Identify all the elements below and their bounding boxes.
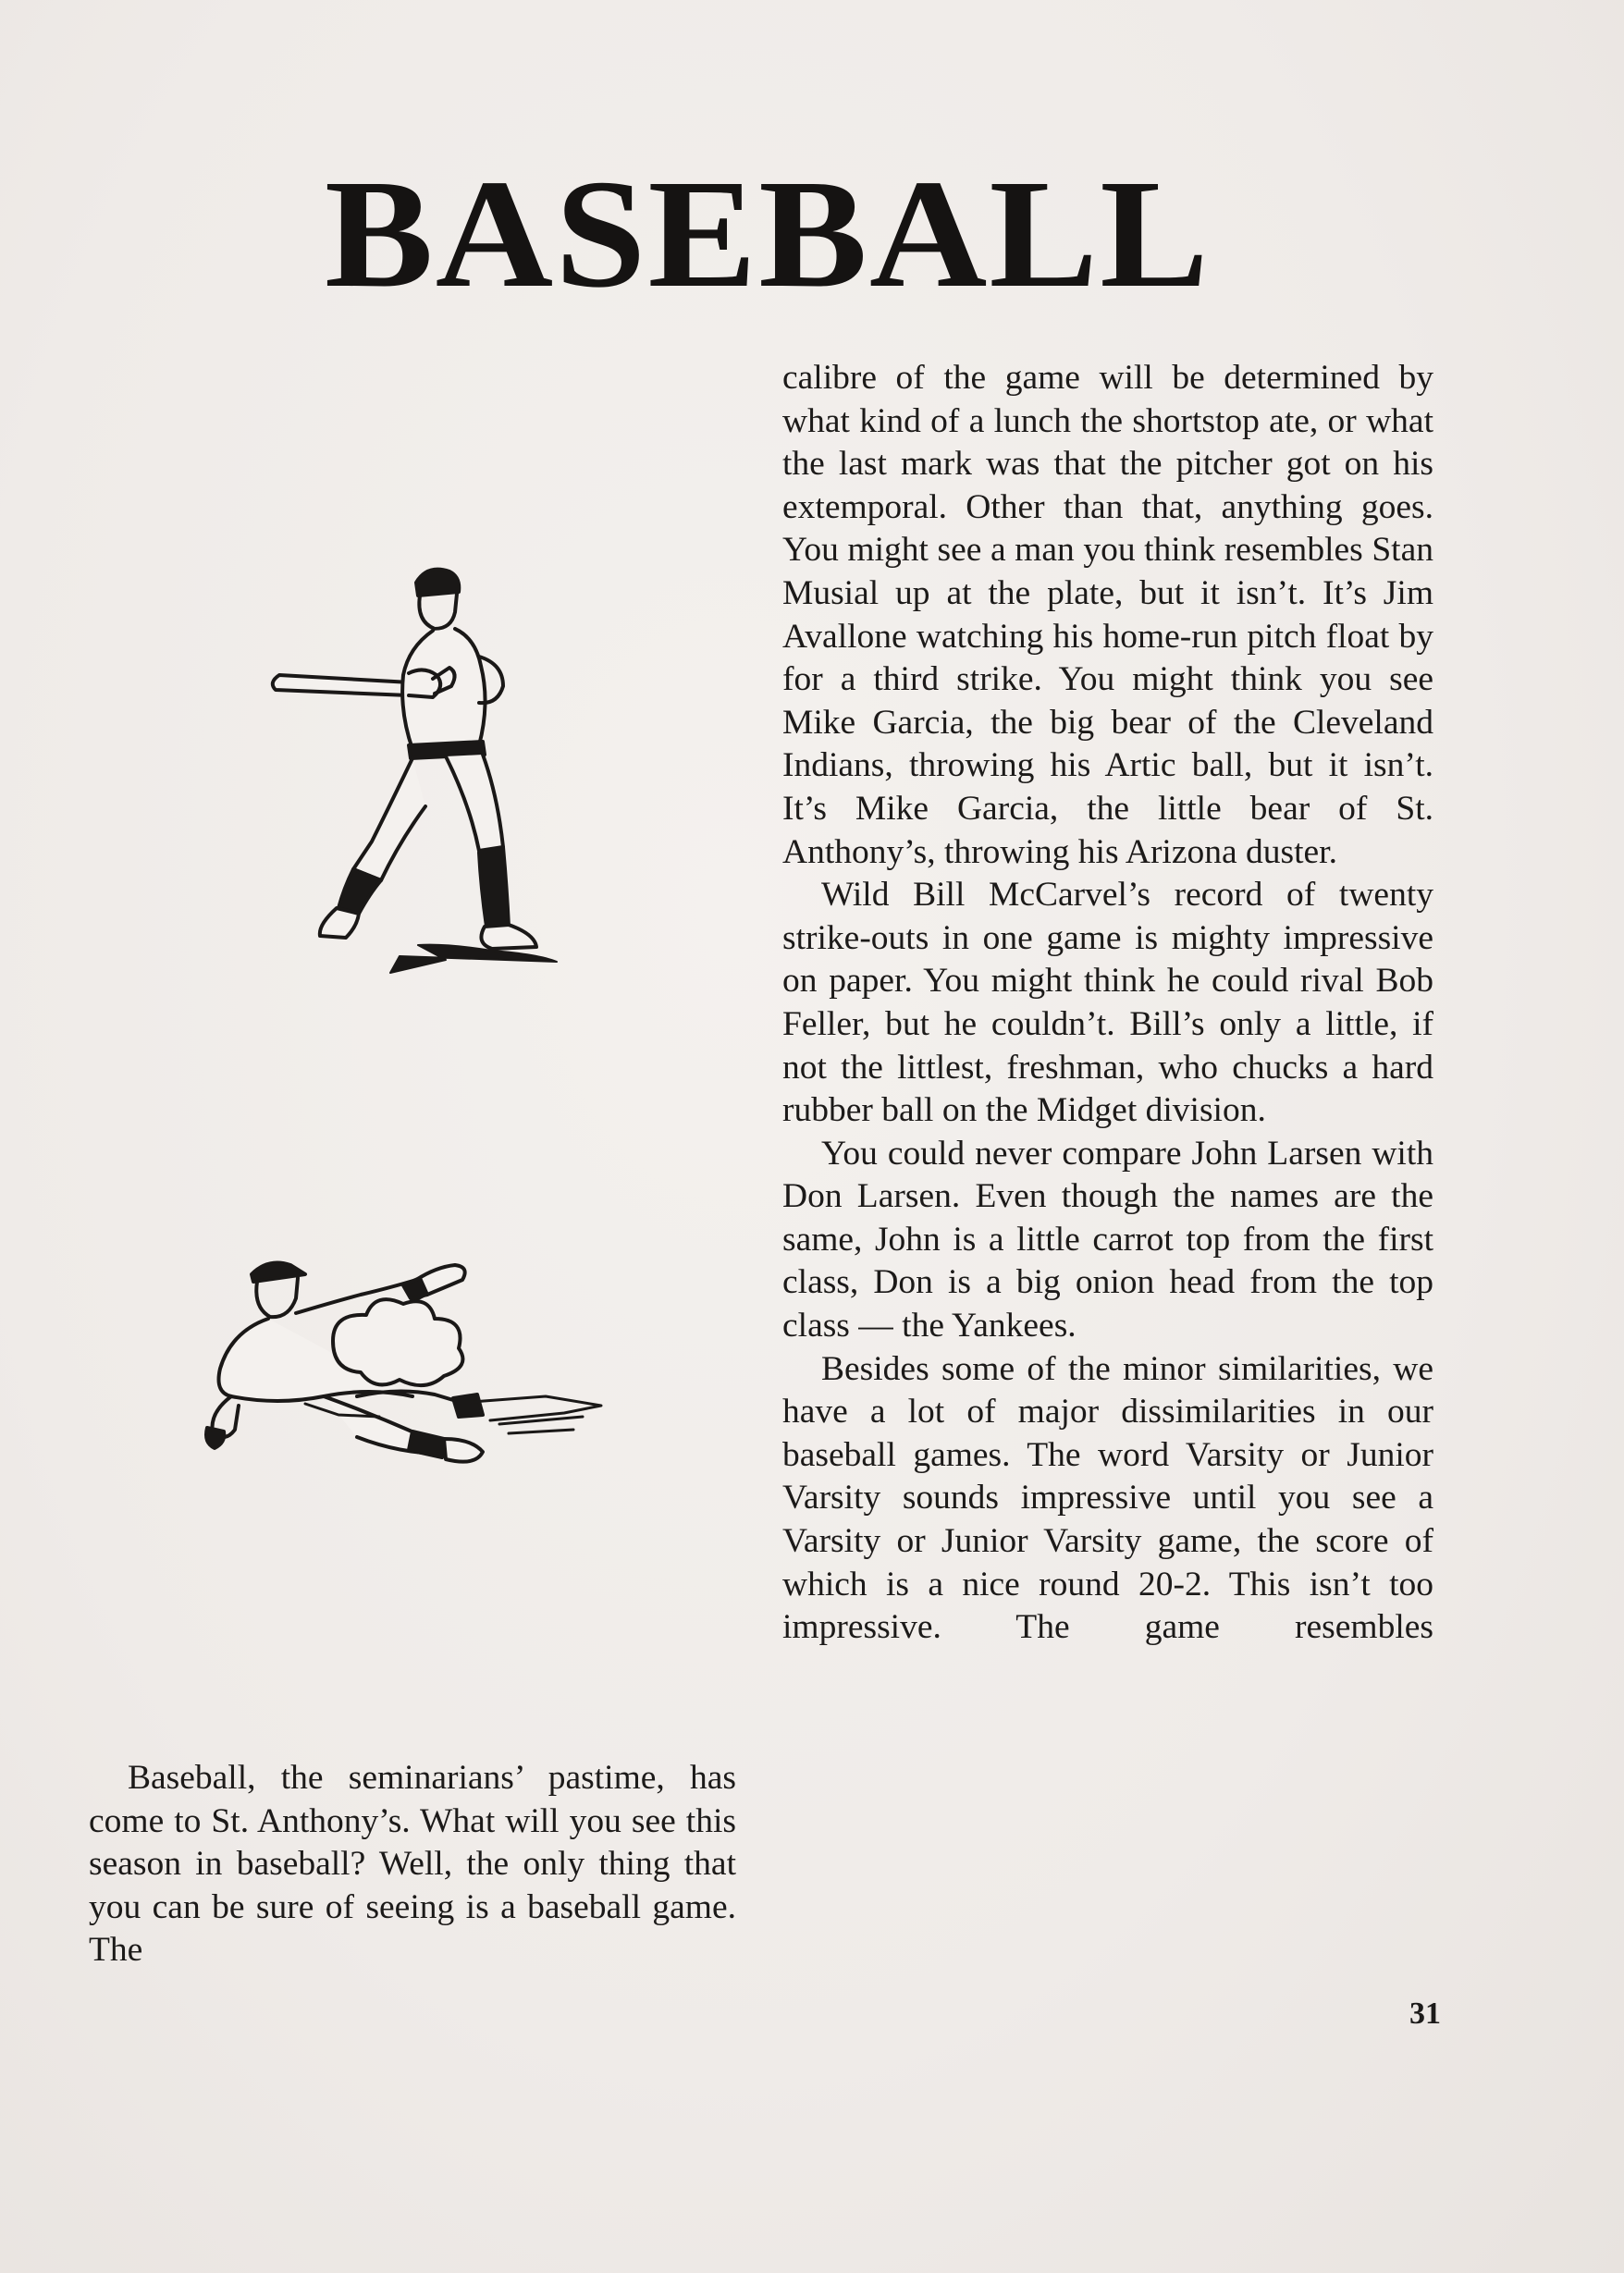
- right-text-column: [782, 357, 1433, 1650]
- paragraph-calibre: calibre of the game will be determined by what kind of a lunch the shortstop ate, or what the last mark was that the pitcher got on his extemporal. Other than that, anything goes. You might see a man you think resembles Stan Musial up at the plate, but it isn’t. It’s Jim Avallone watching his home-run pitch float by for a third strike. You might think you see Mike Garcia, the big bear of the Cleveland Indians, throwing his Artic ball, but it isn’t. It’s Mike Garcia, the little bear of St. Anthony’s, throwing his Arizona duster.: [782, 359, 1433, 871]
- paragraph-intro: Baseball, the seminarians’ pastime, has come to St. Anthony’s. What will you see this season in baseball? Well, the only thing that you can be sure of seeing is a baseball game. The: [89, 1759, 736, 1970]
- sliding-runner-illustration: [194, 1258, 629, 1489]
- left-text-column: [89, 1757, 736, 1972]
- paragraph-larsen: You could never compare John Larsen with Don Larsen. Even though the names are the same, John is a little carrot top from the first class, Don is a big onion head from the top class — the Yankees.: [782, 1134, 1433, 1345]
- page-title: BASEBALL: [325, 148, 1211, 320]
- paragraph-dissimilarities: Besides some of the minor similarities, we have a lot of major dissimilarities in our baseball games. The word Varsity or Junior Varsity sounds impressive until you see a Varsity or Junior Varsity game, the score of which is a nice round 20-2. This isn’t too impressive. The game resembles: [782, 1349, 1433, 1647]
- batter-illustration: [261, 564, 575, 989]
- paragraph-mccarvel: Wild Bill McCarvel’s record of twenty strike-outs in one game is mighty impressive on paper. You might think he could rival Bob Feller, but he couldn’t. Bill’s only a little, if not the littlest, freshman, who chucks a hard rubber ball on the Midget division.: [782, 876, 1433, 1130]
- page-number: 31: [1409, 1997, 1441, 2031]
